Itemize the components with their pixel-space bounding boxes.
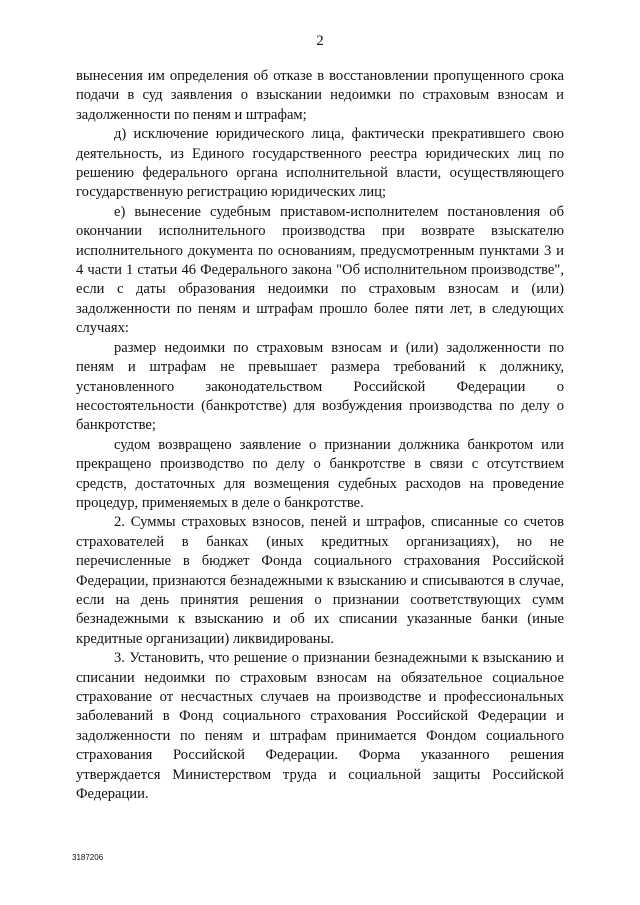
paragraph-subcase-2: судом возвращено заявление о признании должника банкротом или прекращено производство по делу о банкротстве в связи с отсутствием средств, достаточных для возмещения судебных расходов на проведение процедур, применяемых в деле о банкротстве.	[76, 436, 564, 511]
paragraph-continuation: вынесения им определения об отказе в восстановлении пропущенного срока подачи в суд заявления о взыскании недоимки по страховым взносам и задолженности по пеням и штрафам;	[76, 68, 564, 123]
document-code: 3187206	[72, 853, 104, 862]
document-body	[76, 67, 564, 804]
paragraph-item-d: д) исключение юридического лица, фактически прекратившего свою деятельность, из Единого государственного реестра юридических лиц по решению федерального органа исполнительной власти, осуществляющего государственную регистрацию юридических лиц;	[76, 126, 564, 201]
page-number: 2	[316, 33, 324, 49]
paragraph-point-3: 3. Установить, что решение о признании безнадежными к взысканию и списании недоимки по страховым взносам на обязательное социальное страхование от несчастных случаев на производстве и профессиональных заболеваний в Фонд социального страхования Российской Федерации и задолженности по пеням и штрафам принимается Фондом социального страхования Российской Федерации. Форма указанного решения утверждается Министерством труда и социальной защиты Российской Федерации.	[76, 650, 564, 803]
paragraph-item-e: е) вынесение судебным приставом-исполнителем постановления об окончании исполнительного производства при возврате взыскателю исполнительного документа по основаниям, предусмотренным пунктами 3 и 4 части 1 статьи 46 Федерального закона "Об исполнительном производстве", если с даты образования недоимки по страховым взносам и (или) задолженности по пеням и штрафам прошло более пяти лет, в следующих случаях:	[76, 203, 564, 337]
paragraph-point-2: 2. Суммы страховых взносов, пеней и штрафов, списанные со счетов страхователей в банках (иных кредитных организациях), но не перечисленные в бюджет Фонда социального страхования Российской Федерации, признаются безнадежными к взысканию и списываются в случае, если на день принятия решения о признании соответствующих сумм безнадежными к взысканию и об их списании указанные банки (иные кредитные организации) ликвидированы.	[76, 514, 564, 647]
paragraph-subcase-1: размер недоимки по страховым взносам и (или) задолженности по пеням и штрафам не превышает размера требований к должнику, установленного законодательством Российской Федерации о несостоятельности (банкротстве) для возбуждения производства по делу о банкротстве;	[76, 339, 564, 434]
